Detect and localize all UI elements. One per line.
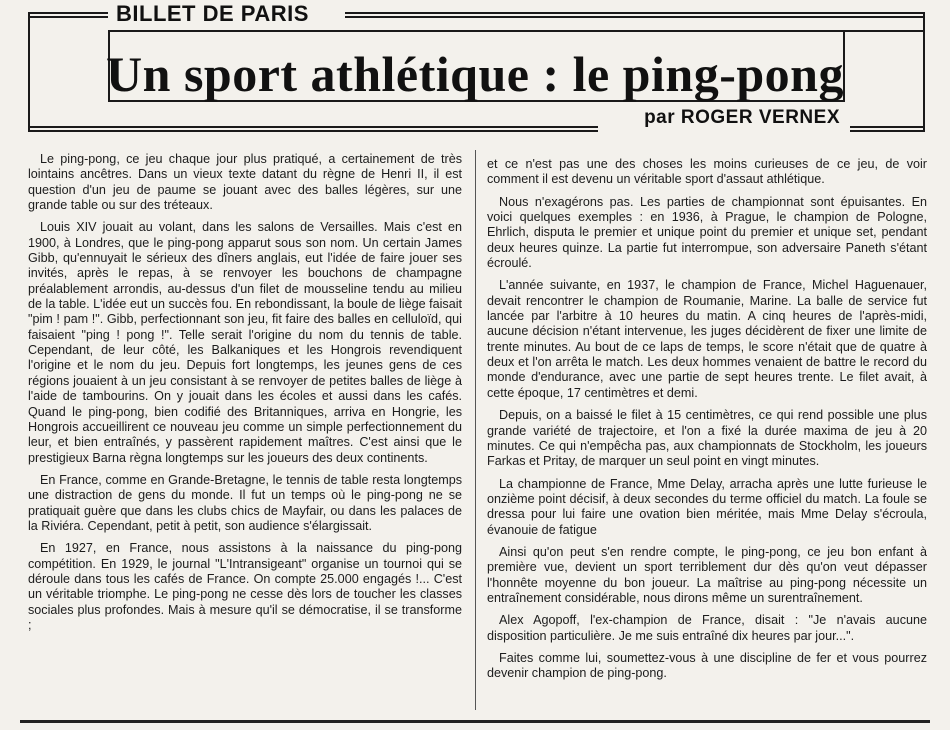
header-rule-bottom	[850, 130, 925, 132]
column-divider	[475, 150, 476, 710]
header-rule-bottom	[28, 130, 598, 132]
header-rule-top	[345, 12, 925, 14]
paragraph: Depuis, on a baissé le filet à 15 centimètres, ce qui rend possible une plus grande variété de trajectoire, et l'on a fixé la durée maxima de jeu à 20 minutes. Ce qui n'empêcha pas, aux championnats de Stockholm, les joueurs Farkas et Pritay, de marquer un seul point en vingt minutes.	[487, 408, 927, 469]
header-rule-top	[28, 16, 108, 18]
paragraph: Ainsi qu'on peut s'en rendre compte, le ping-pong, ce jeu bon enfant à première vue, devient un sport terriblement dur dès qu'on veut dépasser l'honnête moyenne du bon joueur. La maîtrise au ping-pong nécessite un entraînement considérable, nous dirons même un surentraînement.	[487, 544, 927, 605]
page-bottom-rule	[20, 720, 930, 723]
article-header	[0, 0, 950, 140]
paragraph: L'année suivante, en 1937, le champion de France, Michel Haguenauer, devait rencontrer le champion de Roumanie, Marine. La balle de service fut lancée par l'arbitre à 10 heures du matin. A cinq heures de l'après-midi, aucune décision n'étant intervenue, les juges décidèrent de fixer une limite de trente minutes. Au bout de ce laps de temps, le score n'était que de quatre à deux et l'on arrêta le match. Les deux hommes venaient de battre le record du monde d'endurance, avec une partie de sept heures trente. Le filet avait, à cette époque, 17 centimètres et demi.	[487, 278, 927, 400]
left-column	[28, 152, 462, 640]
paragraph: Faites comme lui, soumettez-vous à une discipline de fer et vous pourrez devenir champion de ping-pong.	[487, 650, 927, 681]
article-title: Un sport athlétique : le ping-pong	[106, 46, 844, 102]
paragraph: En 1927, en France, nous assistons à la naissance du ping-pong compétition. En 1929, le journal "L'Intransigeant" organise un tournoi qui se déroule dans tous les cafés de France. On compte 25.000 engagés !... C'est un véritable triomphe. Le ping-pong ne cesse dès lors de toucher les classes sociales plus profondes. Mais à mesure qu'il se démocratise, il se transforme ;	[28, 541, 462, 632]
article-byline: par ROGER VERNEX	[644, 107, 840, 128]
paragraph: Le ping-pong, ce jeu chaque jour plus pratiqué, a certainement de très lointains ancêtres. Dans un vieux texte datant du règne de Henri II, il est question d'un jeu de paume se jouant avec des balles légères, sur une grande table ou sur des tréteaux.	[28, 152, 462, 213]
paragraph: et ce n'est pas une des choses les moins curieuses de ce jeu, de voir comment il est devenu un véritable sport d'assaut athlétique.	[487, 157, 927, 187]
paragraph: Louis XIV jouait au volant, dans les salons de Versailles. Mais c'est en 1900, à Londres, que le ping-pong apparut sous son nom. Un certain James Gibb, qu'ennuyait le sérieux des dîners anglais, eut l'idée de faire jouer ses invités, après le repas, à se renvoyer les bouchons de champagne préalablement arrondis, au-dessus d'un filet de mousseline tendu au milieu de la table. L'idée eut un succès fou. En rebondissant, la boule de liège faisait "pim ! pam !". Gibb, perfectionnant son jeu, fit faire des balles en celluloïd, qui faisaient "ping ! pong !". Telle serait l'origine du nom du tennis de table. Cependant, de leur côté, les Balkaniques et les Hongrois revendiquent l'origine et le nom du jeu. Depuis fort longtemps, les jeunes gens de ces régions jouaient à un jeu consistant à se renvoyer de petites balles de liège à l'aide de tambourins. On y jouait dans les écoles et aussi dans les cafés. Quand le ping-pong, bien codifié des Britanniques, arriva en Hongrie, les Hongrois accueillirent ce nouveau jeu comme un simple perfectionnement du leur, et bien entraînés, y passèrent rapidement maîtres. C'est ainsi que le prestigieux Barna règna longtemps sur les joueurs des deux continents.	[28, 220, 462, 465]
header-rule-bottom	[28, 126, 598, 128]
header-rule-under-kicker	[108, 30, 925, 32]
paragraph: Nous n'exagérons pas. Les parties de championnat sont épuisantes. En voici quelques exemples : en 1936, à Prague, le champion de Pologne, Ehrlich, disputa le premier et unique point du premier et unique set, pendant deux heures quinze. La partie fut interrompue, son adversaire Paneth s'étant écroulé.	[487, 194, 927, 271]
paragraph: Alex Agopoff, l'ex-champion de France, disait : "Je n'avais aucune disposition particulière. Je me suis entraîné dix heures par jour...".	[487, 613, 927, 643]
paragraph: En France, comme en Grande-Bretagne, le tennis de table resta longtemps une distraction de gens du monde. Il fut un temps où le ping-pong ne se pratiquait guère que dans les clubs chics de Mayfair, ou dans les palaces de la Riviéra. Cependant, petit à petit, son audience s'élargissait.	[28, 472, 462, 533]
section-kicker: BILLET DE PARIS	[110, 0, 315, 28]
header-rule-top	[345, 16, 925, 18]
header-rule-bottom	[850, 126, 925, 128]
paragraph: La championne de France, Mme Delay, arracha après une lutte furieuse le onzième point décisif, à deux secondes du terme officiel du match. La foule se dressa pour lui faire une ovation bien méritée, mais Mme Delay s'écroula, évanouie de fatigue	[487, 476, 927, 537]
right-column	[487, 157, 927, 689]
header-rule-top	[28, 12, 108, 14]
